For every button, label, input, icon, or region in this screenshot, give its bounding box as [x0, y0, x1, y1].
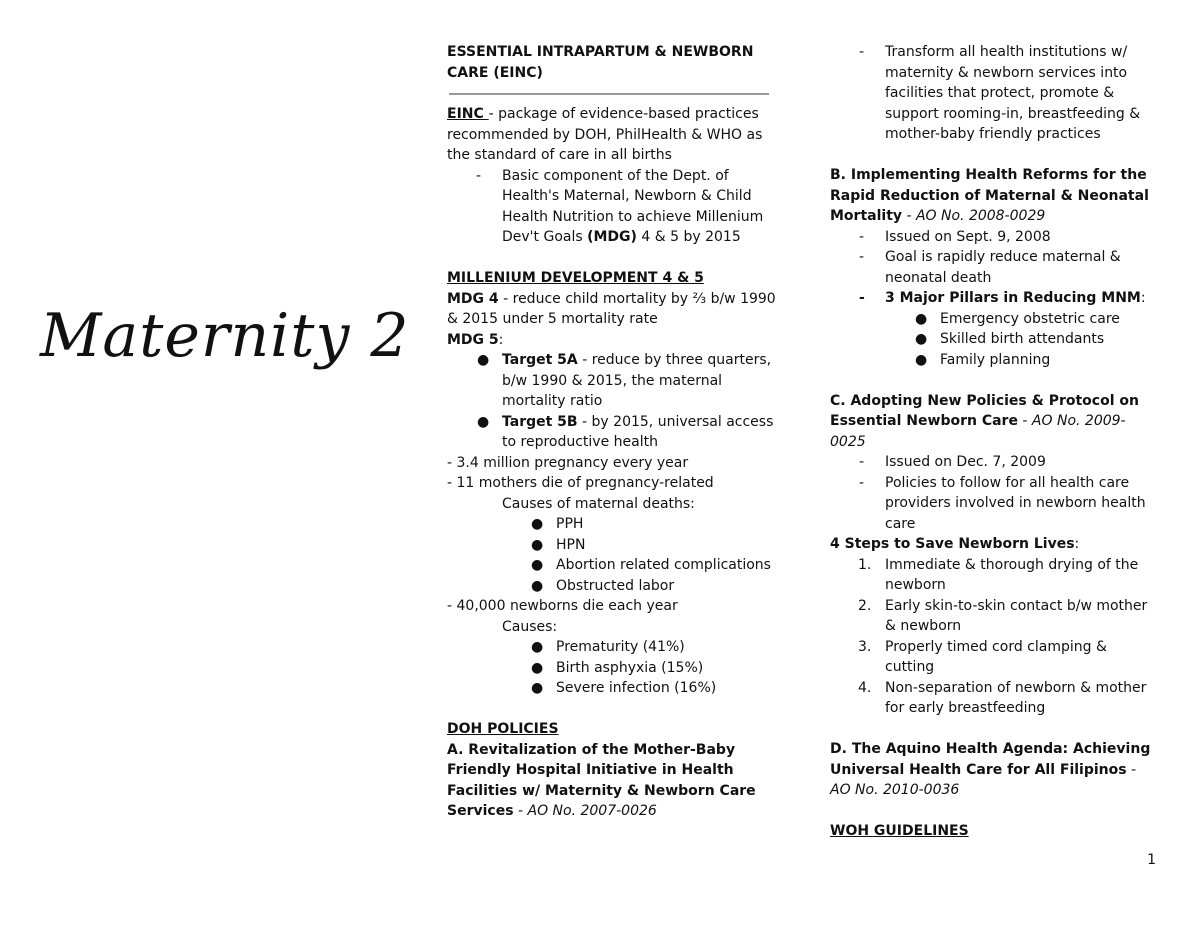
target-label: Target 5B: [502, 413, 578, 430]
list-item: [447, 576, 787, 597]
policy-c-title: C. Adopting New Policies & Protocol on Essential Newborn Care: [830, 392, 1139, 429]
list-item: [447, 637, 787, 658]
einc-term: EINC: [447, 106, 489, 122]
steps-line: [830, 534, 1160, 555]
dash-marker: -: [476, 167, 482, 184]
woh-heading: WOH GUIDELINES: [830, 823, 969, 839]
list-item: [447, 535, 787, 556]
bullet-icon: ●: [915, 331, 928, 347]
stat-line: - 3.4 million pregnancy every year: [447, 454, 689, 471]
policy-d-ref: - AO No. 2010-0036: [830, 761, 1137, 798]
policy-a-title: A. Revitalization of the Mother-Baby Friendly Hospital Initiative in Health Facilities w/ Maternity & Newborn Care Services: [447, 741, 756, 819]
colon: :: [498, 331, 504, 348]
list-item-text: Obstructed labor: [556, 577, 675, 594]
list-item-text: Policies to follow for all health care providers involved in newborn health care: [885, 474, 1146, 532]
list-item: [830, 329, 1160, 350]
dash-marker: -: [859, 249, 865, 265]
list-item: [830, 309, 1160, 330]
list-item-text: Prematurity (41%): [556, 639, 685, 655]
pillars-label: 3 Major Pillars in Reducing MNM: [885, 290, 1141, 306]
list-item: [830, 637, 1160, 678]
maternal-causes-label: Causes of maternal deaths:: [502, 495, 695, 512]
list-item: [830, 288, 1160, 309]
dash-marker: -: [859, 474, 865, 491]
step-number: 2.: [858, 597, 872, 614]
list-item-text: Transform all health institutions w/ maternity & newborn services into facilities that protect, promote & support rooming-in, breastfeeding & mother-baby friendly practices: [885, 44, 1141, 142]
list-item: [447, 514, 787, 535]
policy-a-ref: - AO No. 2007-0026: [513, 803, 657, 819]
einc-def-text: - package of evidence-based practices recommended by DOH, PhilHealth & WHO as the standard of care in all births: [447, 106, 763, 163]
list-item-text: Issued on Dec. 7, 2009: [885, 454, 1046, 470]
mdg-heading: MILLENIUM DEVELOPMENT 4 & 5: [447, 270, 704, 286]
policy-b-title: B. Implementing Health Reforms for the Rapid Reduction of Maternal & Neonatal Mortality: [830, 167, 1149, 224]
list-item-text: PPH: [556, 516, 584, 532]
list-item-text: Severe infection (16%): [556, 680, 717, 696]
step-number: 3.: [858, 638, 872, 655]
dash-marker: -: [859, 228, 865, 245]
bullet-icon: ●: [531, 516, 544, 532]
bullet-icon: ●: [531, 680, 544, 696]
dash-marker: -: [859, 290, 865, 306]
policy-b: [830, 165, 1160, 227]
target-label: Target 5A: [502, 352, 578, 368]
policy-d-title: D. The Aquino Health Agenda: Achieving Universal Health Care for All Filipinos: [830, 741, 1151, 778]
left-column: [447, 42, 787, 822]
list-item-text: Non-separation of newborn & mother for early breastfeeding: [885, 679, 1147, 716]
list-item: [830, 452, 1160, 473]
einc-definition: [447, 104, 787, 166]
mdg4-label: MDG 4: [447, 290, 499, 307]
list-item: [447, 412, 787, 453]
step-number: 1.: [858, 556, 872, 573]
dash-marker: -: [859, 44, 865, 60]
bullet-icon: ●: [477, 352, 490, 368]
list-item: [830, 596, 1160, 637]
list-item: [830, 678, 1160, 719]
list-item: [447, 166, 787, 248]
target-text: - reduce by three quarters, b/w 1990 & 2015, the maternal mortality ratio: [502, 352, 772, 409]
list-item-text: HPN: [556, 536, 586, 553]
list-item: [830, 473, 1160, 535]
mdg4-text: - reduce child mortality by ⅔ b/w 1990 & 2015 under 5 mortality rate: [447, 290, 776, 327]
list-item-text: Family planning: [940, 351, 1051, 368]
list-item: [830, 227, 1160, 248]
bullet-icon: ●: [477, 413, 490, 430]
dash-marker: -: [859, 454, 865, 470]
list-item: [830, 555, 1160, 596]
bullet-icon: ●: [531, 557, 544, 573]
bullet-icon: ●: [915, 351, 928, 368]
einc-heading: ESSENTIAL INTRAPARTUM & NEWBORN CARE (EINC): [447, 44, 754, 81]
newborn-causes-label: Causes:: [502, 618, 558, 635]
list-item: [447, 678, 787, 699]
list-item: [830, 247, 1160, 288]
list-item-text: Abortion related complications: [556, 557, 771, 573]
list-item-text: Emergency obstetric care: [940, 310, 1120, 327]
policy-a: [447, 740, 787, 822]
mdg4-line: [447, 289, 787, 330]
list-item-text: Early skin-to-skin contact b/w mother & newborn: [885, 597, 1148, 634]
list-item: [830, 350, 1160, 371]
divider: [449, 93, 769, 95]
list-item: [447, 555, 787, 576]
bullet-icon: ●: [915, 310, 928, 327]
list-item-text: 4 & 5 by 2015: [636, 229, 741, 245]
list-item: [447, 658, 787, 679]
bullet-icon: ●: [531, 659, 544, 676]
list-item-text: Basic component of the Dept. of Health's Maternal, Newborn & Child Health Nutrition to achieve Millenium Dev't Goals: [502, 167, 764, 245]
list-item: [447, 350, 787, 412]
policy-b-ref: - AO No. 2008-0029: [902, 208, 1046, 224]
policy-d: [830, 739, 1160, 801]
stat-line: - 40,000 newborns die each year: [447, 598, 678, 614]
bullet-icon: ●: [531, 536, 544, 553]
steps-label: 4 Steps to Save Newborn Lives: [830, 536, 1075, 552]
list-item: [830, 42, 1160, 145]
stat-line: - 11 mothers die of pregnancy-related: [447, 475, 714, 491]
page-number: 1: [1147, 852, 1156, 868]
colon: :: [1140, 290, 1146, 306]
bullet-icon: ●: [531, 639, 544, 655]
mdg5-label: MDG 5: [447, 331, 499, 348]
document-title: Maternity 2: [40, 301, 410, 371]
right-column: [830, 42, 1160, 842]
list-item-text: Immediate & thorough drying of the newborn: [885, 556, 1139, 593]
list-item-text: Birth asphyxia (15%): [556, 659, 704, 676]
mdg5-line: [447, 330, 787, 351]
bullet-icon: ●: [531, 577, 544, 594]
list-item-text: Issued on Sept. 9, 2008: [885, 228, 1051, 245]
policy-c-ref: - AO No. 2009-0025: [830, 413, 1126, 450]
list-item-text: Properly timed cord clamping & cutting: [885, 638, 1107, 675]
doh-heading: DOH POLICIES: [447, 721, 559, 737]
colon: :: [1074, 536, 1080, 552]
mdg-abbr: (MDG): [587, 229, 637, 245]
policy-c: [830, 391, 1160, 453]
step-number: 4.: [858, 679, 872, 696]
target-text: - by 2015, universal access to reproductive health: [502, 413, 774, 450]
list-item-text: Skilled birth attendants: [940, 331, 1105, 347]
list-item-text: Goal is rapidly reduce maternal & neonatal death: [885, 249, 1121, 286]
